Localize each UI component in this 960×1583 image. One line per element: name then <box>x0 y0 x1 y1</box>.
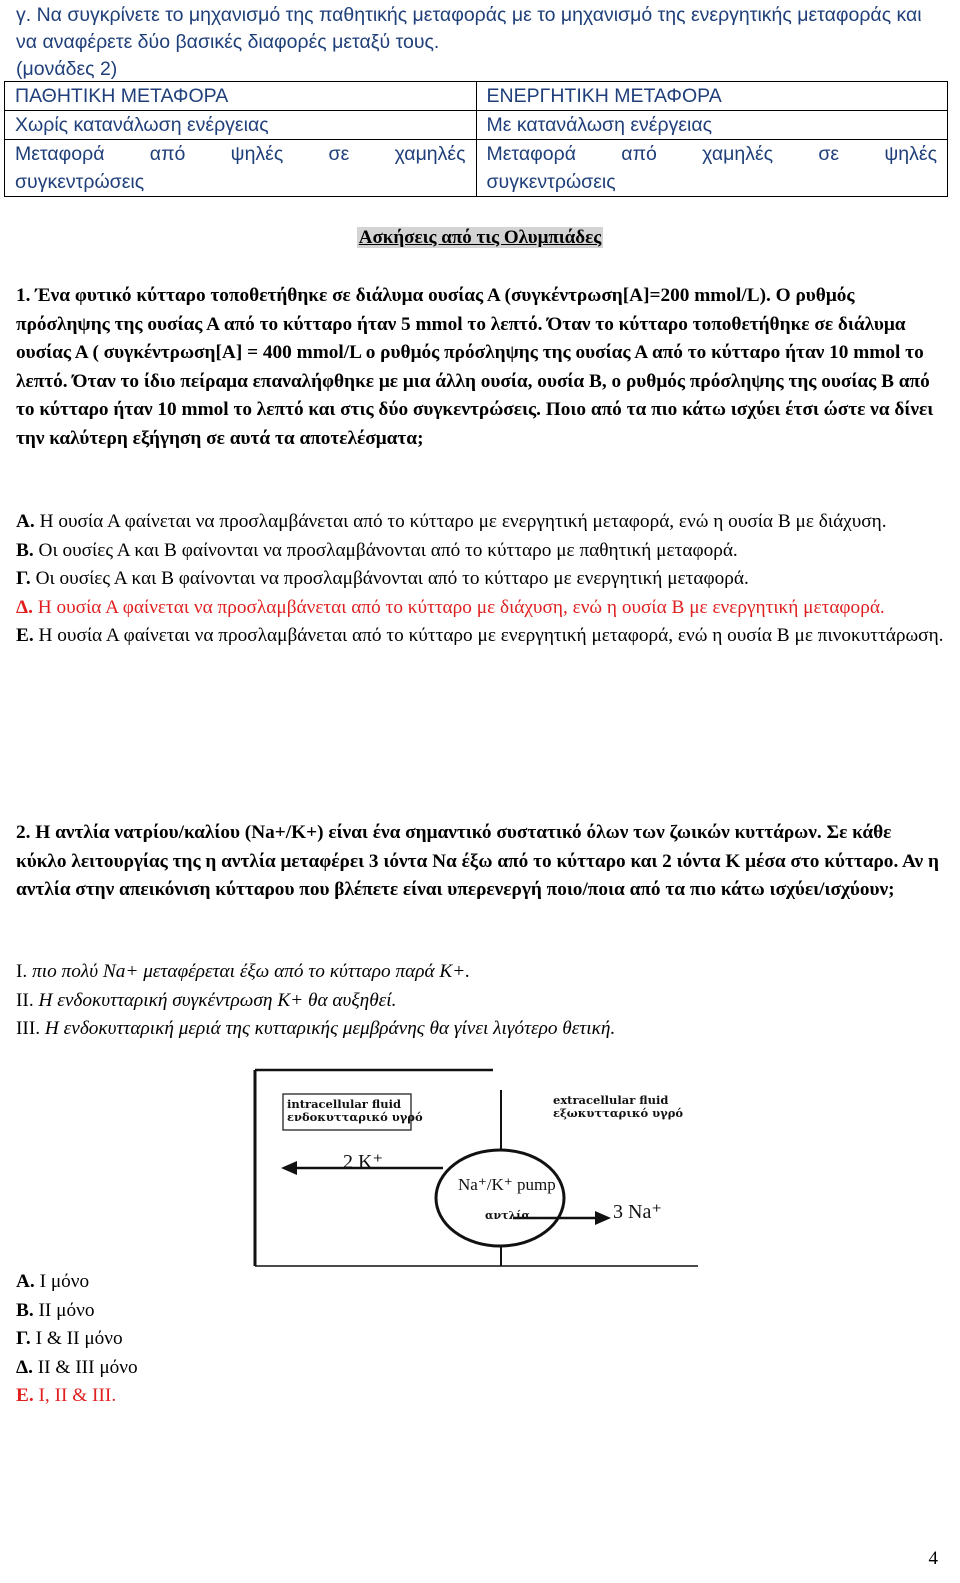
cell-active-energy: Με κατανάλωση ενέργειας <box>476 111 948 140</box>
option-letter: Β. <box>16 539 34 561</box>
option-d <box>16 1354 416 1383</box>
cell-active-direction-line1: Μεταφορά από χαμηλές σε ψηλές <box>486 143 937 165</box>
cell-passive-direction-line2: συγκεντρώσεις <box>15 171 145 193</box>
statement-num: III. <box>16 1018 41 1040</box>
option-letter: Γ. <box>16 1328 31 1350</box>
option-text: Η ουσία Α φαίνεται να προσλαμβάνεται από το κύτταρο με διάχυση, ενώ η ουσία Β με ενεργητική μεταφορά. <box>37 596 885 618</box>
question-1-options <box>16 508 946 651</box>
header-passive: ΠΑΘΗΤΙΚΗ ΜΕΤΑΦΟΡΑ <box>5 82 477 111</box>
statement-1 <box>16 958 946 987</box>
question-2-text: 2. Η αντλία νατρίου/καλίου (Na+/K+) είναι ένα σημαντικό συστατικό όλων των ζωικών κυττάρων. Σε κάθε κύκλο λειτουργίας της η αντλία μεταφέρει 3 ιόντα Να έξω από το κύτταρο και 2 ιόντα Κ μέσα στο κύτταρο. Αν η αντλία στην απεικόνιση κύτταρου που βλέπετε είναι υπερενεργή ποιο/ποια από τα πιο κάτω ισχύει/ισχύουν; <box>16 822 939 901</box>
intracellular-label <box>287 1098 423 1124</box>
extracellular-label-en: extracellular fluid <box>553 1093 669 1107</box>
pump-ellipse <box>436 1150 564 1246</box>
option-text: Οι ουσίες Α και Β φαίνονται να προσλαμβάνονται από το κύτταρο με παθητική μεταφορά. <box>38 539 738 561</box>
section-title <box>0 227 960 249</box>
option-a <box>16 1268 416 1297</box>
section-title-text: Ασκήσεις από τις Ολυμπιάδες <box>358 227 602 248</box>
extracellular-label-gr: εξωκυτταρικό υγρό <box>553 1106 684 1120</box>
statement-2 <box>16 987 946 1016</box>
option-letter: Α. <box>16 1271 35 1292</box>
option-text: I, II & III. <box>38 1385 117 1407</box>
k-arrow-head <box>281 1161 297 1175</box>
statement-3 <box>16 1015 946 1044</box>
cell-active-direction <box>476 140 948 197</box>
option-a <box>16 508 946 537</box>
option-e-correct <box>16 1382 416 1411</box>
table-row <box>5 140 948 197</box>
option-text: II μόνο <box>38 1299 95 1321</box>
option-letter: Ε. <box>16 625 34 647</box>
option-letter: Ε. <box>16 1385 34 1407</box>
option-c <box>16 565 946 594</box>
question-g-marks: (μονάδες 2) <box>16 58 118 80</box>
na-arrow-head <box>595 1211 611 1225</box>
cell-active-direction-line2: συγκεντρώσεις <box>486 171 616 193</box>
option-text: Η ουσία Α φαίνεται να προσλαμβάνεται από το κύτταρο με ενεργητική μεταφορά, ενώ η ουσία Β με διάχυση. <box>39 511 887 532</box>
table-row <box>5 111 948 140</box>
option-letter: Α. <box>16 511 35 532</box>
option-c <box>16 1325 416 1354</box>
option-letter: Δ. <box>16 1356 33 1378</box>
option-text: Η ουσία Α φαίνεται να προσλαμβάνεται από το κύτταρο με ενεργητική μεταφορά, ενώ η ουσία Β με πινοκυττάρωση. <box>38 625 944 647</box>
option-d-correct <box>16 594 946 623</box>
option-letter: Δ. <box>16 596 33 618</box>
question-g <box>16 2 946 83</box>
question-1-text: 1. Ένα φυτικό κύτταρο τοποθετήθηκε σε διάλυμα ουσίας Α (συγκέντρωση[Α]=200 mmol/L). Ο ρυθμός πρόσληψης της ουσίας Α από το κύτταρο ήταν 5 mmol το λεπτό. Όταν το κύτταρο τοποθετήθηκε σε διάλυμα ουσίας Α ( συγκέντρωση[Α] = 400 mmol/L ο ρυθμός πρόσληψης της ουσίας Α από το κύτταρο ήταν 10 mmol το λεπτό. Όταν το ίδιο πείραμα επαναλήφθηκε με μια άλλη ουσία, ουσία Β, ο ρυθμός πρόσληψης της ουσίας Β από το κύτταρο ήταν 10 mmol το λεπτό και στις δύο συγκεντρώσεις. Ποιο από τα πιο κάτω ισχύει έτσι ώστε να δίνει την καλύτερη εξήγηση σε αυτά τα αποτελέσματα; <box>16 285 934 449</box>
option-text: I μόνο <box>39 1271 90 1292</box>
question-2-statements <box>16 958 946 1044</box>
statement-num: I. <box>16 961 28 982</box>
statement-text: Η ενδοκυτταρική μεριά της κυτταρικής μεμβράνης θα γίνει λιγότερο θετική. <box>44 1018 616 1040</box>
option-text: II & III μόνο <box>37 1356 138 1378</box>
option-b <box>16 1297 416 1326</box>
statement-text: πιο πολύ Na+ μεταφέρεται έξω από το κύτταρο παρά K+. <box>32 961 471 982</box>
comparison-table <box>4 81 948 197</box>
header-active: ΕΝΕΡΓΗΤΙΚΗ ΜΕΤΑΦΟΡΑ <box>476 82 948 111</box>
table-header-row <box>5 82 948 111</box>
option-e <box>16 622 946 651</box>
cell-passive-energy: Χωρίς κατανάλωση ενέργειας <box>5 111 477 140</box>
statement-num: II. <box>16 989 34 1011</box>
pump-label: Na⁺/K⁺ pump <box>458 1175 556 1194</box>
na-ion-label: 3 Na⁺ <box>613 1201 662 1223</box>
extracellular-label <box>553 1094 683 1120</box>
cell-passive-direction-line1: Μεταφορά από ψηλές σε χαμηλές <box>15 143 466 165</box>
k-ion-label: 2 K⁺ <box>343 1151 383 1173</box>
option-b <box>16 537 946 566</box>
cell-passive-direction <box>5 140 477 197</box>
option-text: I & II μόνο <box>35 1328 123 1350</box>
na-k-pump-figure <box>253 1068 703 1268</box>
statement-text: Η ενδοκυτταρική συγκέντρωση K+ θα αυξηθεί. <box>38 989 397 1011</box>
page-number: 4 <box>928 1548 938 1569</box>
question-g-text: γ. Να συγκρίνετε το μηχανισμό της παθητικής μεταφοράς με το μηχανισμό της ενεργητικής μεταφοράς και να αναφέρετε δύο βασικές διαφορές μεταξύ τους. <box>16 4 922 53</box>
option-text: Οι ουσίες Α και Β φαίνονται να προσλαμβάνονται από το κύτταρο με ενεργητική μεταφορά. <box>35 568 749 590</box>
intracellular-label-en: intracellular fluid <box>287 1097 401 1111</box>
intracellular-label-gr: ενδοκυτταρικό υγρό <box>287 1110 423 1124</box>
pump-label-gr: αντλία <box>485 1209 530 1222</box>
question-2-options <box>16 1268 416 1411</box>
option-letter: Γ. <box>16 568 31 590</box>
option-letter: Β. <box>16 1299 34 1321</box>
